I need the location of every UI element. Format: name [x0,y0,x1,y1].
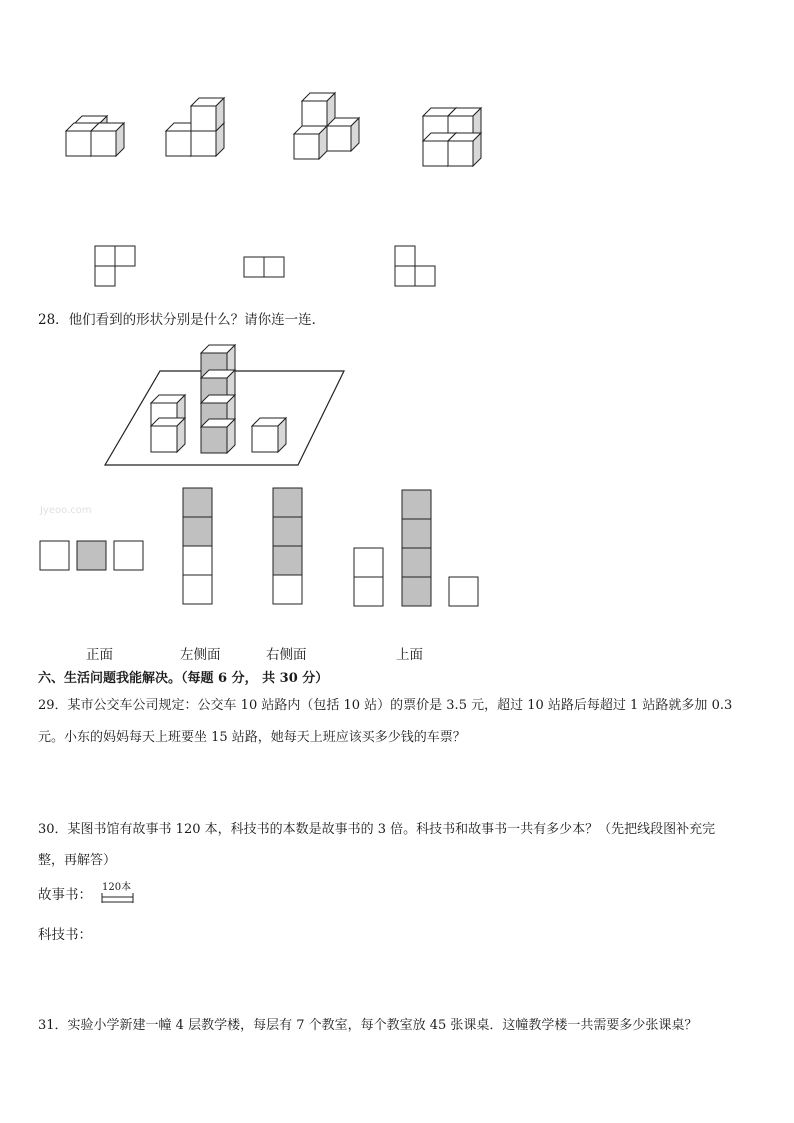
question-30-line-1: 30．某图书馆有故事书 120 本，科技书的本数是故事书的 3 倍。科技书和故事书一共有多少本？（先把线段图补充完 [38,822,716,837]
view-left-square [183,546,212,575]
question-30-line-2: 整，再解答） [38,853,117,868]
view-top-square [354,548,383,577]
segment-value-label: 120本 [102,882,132,893]
shape-b-square [244,257,264,277]
view-top-square [402,490,431,519]
scene-tall-stack-cube [201,419,235,453]
scene-single-cube [252,418,286,452]
label-front-view: 正面 [86,647,113,663]
section-6-heading: 六、生活问题我能解决。（每题 6 分， 共 30 分） [38,671,329,686]
view-front-square [40,541,69,570]
view-right-square [273,488,302,517]
view-right-square [273,517,302,546]
question-29-line-2: 元。小东的妈妈每天上班要坐 15 站路，她每天上班应该买多少钱的车票？ [38,730,466,745]
shape-a-square [95,246,115,266]
view-options-row [0,480,794,620]
view-left-square [183,575,212,604]
view-top-square [402,548,431,577]
view-shape-options [0,0,794,300]
shape-b-square [264,257,284,277]
label-left-view: 左侧面 [180,647,221,663]
shape-c-square [415,266,435,286]
view-right-square [273,546,302,575]
shape-c-square [395,266,415,286]
shape-a-square [115,246,135,266]
view-top-square [354,577,383,606]
view-top-square [402,519,431,548]
label-right-view: 右侧面 [266,647,307,663]
question-28-text: 28．他们看到的形状分别是什么？请你连一连． [38,312,326,328]
view-right-square [273,575,302,604]
view-top-square [402,577,431,606]
scene-left-stack-bottom [151,418,185,452]
shape-c-square [395,246,415,266]
view-front-square [77,541,106,570]
question-31-text: 31．实验小学新建一幢 4 层教学楼，每层有 7 个教室，每个教室放 45 张课桌．这幢教学楼一共需要多少张课桌？ [38,1018,698,1033]
watermark: Jyeoo.com [40,505,92,516]
label-top-view: 上面 [396,647,423,663]
view-top-square [449,577,478,606]
shape-a-square [95,266,115,286]
science-books-label: 科技书： [38,927,92,943]
view-left-square [183,517,212,546]
question-29-line-1: 29．某市公交车公司规定：公交车 10 站路内（包括 10 站）的票价是 3.5 元，超过 10 站路后每超过 1 站路就多加 0.3 [38,698,733,713]
view-left-square [183,488,212,517]
story-books-label: 故事书： [38,887,92,903]
view-front-square [114,541,143,570]
